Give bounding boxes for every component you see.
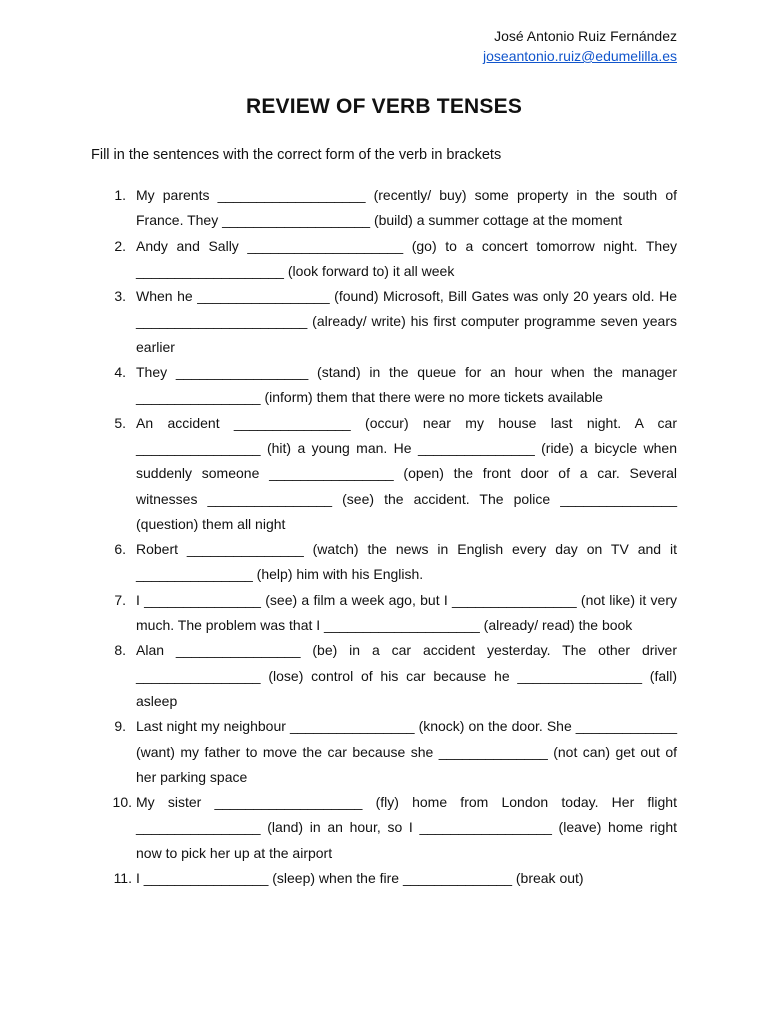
exercise-text: My sister ___________________ (fly) home from London today. Her flight ________________ (land) in an hour, so I _________________ (leave) home right now to pick her up at the airport	[136, 794, 677, 861]
exercise-number: 7.	[114, 591, 126, 608]
exercise-item	[0, 183, 768, 234]
exercise-text: When he _________________ (found) Microsoft, Bill Gates was only 20 years old. He ______________________ (already/ write) his first computer programme seven years earlier	[136, 288, 677, 355]
instructions: Fill in the sentences with the correct form of the verb in brackets	[91, 147, 502, 163]
exercise-item	[0, 638, 768, 714]
exercise-item	[0, 360, 768, 411]
exercise-item	[0, 284, 768, 360]
exercise-number: 10.	[112, 794, 132, 811]
author-block	[483, 26, 677, 66]
exercise-item	[0, 714, 768, 790]
exercise-text: Robert _______________ (watch) the news in English every day on TV and it _______________ (help) him with his English.	[136, 541, 677, 583]
exercise-item	[0, 790, 768, 866]
exercise-text: An accident _______________ (occur) near my house last night. A car ________________ (hit) a young man. He _______________ (ride) a bicycle when suddenly someone ________________ (open) the front door of a car. Several witnesses ________________ (see) the accident. The police _______________ (question) them all night	[136, 414, 677, 532]
exercise-number: 1.	[114, 187, 126, 203]
exercise-item	[0, 234, 768, 285]
exercise-number: 3.	[114, 288, 126, 305]
exercise-text: I _______________ (see) a film a week ago, but I ________________ (not like) it very much. The problem was that I ____________________ (already/ read) the book	[136, 591, 677, 634]
exercise-text: Last night my neighbour ________________ (knock) on the door. She _____________ (want) my father to move the car because she ______________ (not can) get out of her parking space	[136, 718, 677, 785]
exercise-number: 6.	[114, 541, 126, 558]
author-name: José Antonio Ruiz Fernández	[494, 28, 677, 44]
exercise-number: 5.	[114, 414, 126, 431]
exercise-number: 9.	[114, 718, 126, 735]
exercise-item	[0, 537, 768, 588]
exercise-text: Alan ________________ (be) in a car accident yesterday. The other driver ________________ (lose) control of his car because he ________________ (fall) asleep	[136, 642, 677, 709]
exercise-text: Andy and Sally ____________________ (go) to a concert tomorrow night. They ___________________ (look forward to) it all week	[136, 237, 677, 279]
document-title: REVIEW OF VERB TENSES	[245, 95, 523, 118]
exercise-item	[0, 866, 768, 891]
exercise-number: 11.	[113, 870, 132, 887]
exercise-list	[0, 183, 768, 891]
exercise-number: 2.	[114, 237, 126, 254]
exercise-item	[0, 588, 768, 639]
exercise-text: I ________________ (sleep) when the fire ______________ (break out)	[136, 870, 584, 887]
exercise-text: My parents ___________________ (recently/ buy) some property in the south of France. They ___________________ (build) a summer cottage at the moment	[136, 187, 677, 229]
exercise-text: They _________________ (stand) in the queue for an hour when the manager ________________ (inform) them that there were no more tickets available	[136, 364, 677, 406]
exercise-number: 4.	[114, 364, 126, 381]
exercise-item	[0, 411, 768, 537]
exercise-number: 8.	[114, 642, 126, 659]
author-email-link[interactable]: joseantonio.ruiz@edumelilla.es	[483, 48, 677, 64]
